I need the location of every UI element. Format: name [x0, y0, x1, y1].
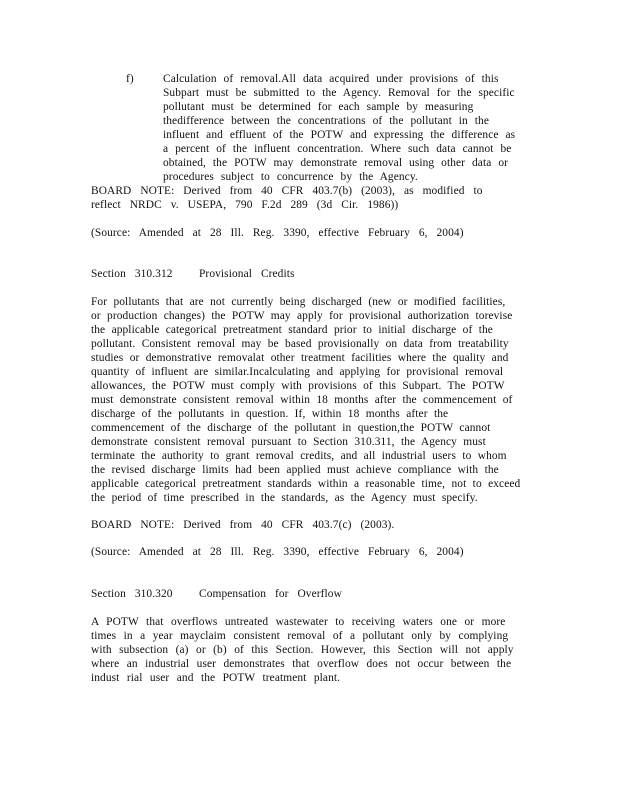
section-title: Provisional Credits [199, 268, 295, 280]
source-note-2: (Source: Amended at 28 Ill. Reg. 3390, effective February 6, 2004) [91, 546, 464, 558]
section-heading-320 [91, 587, 521, 601]
section-body-312: For pollutants that are not currently being discharged (new or modified facilities, or production changes) the POTW may apply for provisional authorization torevise the applicable categorical pretreatment standard prior to initial discharge of the pollutant. Consistent removal may be based provisionally on data from treatability studies or demonstrative removalat other treatment facilities where the quality and quantity of influent are similar.Incalculating and applying for provisional removal allowances, the POTW must comply with provisions of this Subpart. The POTW must demonstrate consistent removal within 18 months after the commencement of discharge of the pollutants in question. If, within 18 months after the commencement of the discharge of the pollutant in question,the POTW cannot demonstrate consistent removal pursuant to Section 310.311, the Agency must terminate the authority to grant removal credits, and all industrial users to whom the revised discharge limits had been applied must achieve compliance with the applicable categorical pretreatment standards within a reasonable time, not to exceed the period of time prescribed in the standards, as the Agency must specify. [91, 296, 521, 504]
section-number: Section 310.312 [91, 268, 173, 280]
source-note-1: (Source: Amended at 28 Ill. Reg. 3390, effective February 6, 2004) [91, 227, 464, 239]
section-heading-312 [91, 267, 521, 281]
board-note-2: BOARD NOTE: Derived from 40 CFR 403.7(c) (2003). [91, 519, 395, 531]
section-number: Section 310.320 [91, 588, 173, 600]
board-note-1: BOARD NOTE: Derived from 40 CFR 403.7(b) (2003), as modified to reflect NRDC v. USEPA, 790 F.2d 289 (3d Cir. 1986)) [91, 185, 483, 211]
section-body-320: A POTW that overflows untreated wastewater to receiving waters one or more times in a year mayclaim consistent removal of a pollutant only by complying with subsection (a) or (b) of this Section. However, this Section will not apply where an industrial user demonstrates that overflow does not occur between the indust rial user and the POTW treatment plant. [91, 616, 514, 684]
section-title: Compensation for Overflow [199, 588, 342, 600]
item-f-text: Calculation of removal.All data acquired under provisions of this Subpart must be submitted to the Agency. Removal for the specific pollutant must be determined for each sample by measuring thedifference between the concentrations of the pollutant in the influent and effluent of the POTW and expressing the difference as a percent of the influent concentration. Where such data cannot be obtained, the POTW may demonstrate removal using other data or procedures subject to concurrence by the Agency. [163, 73, 516, 183]
item-f-label: f) [126, 73, 134, 85]
